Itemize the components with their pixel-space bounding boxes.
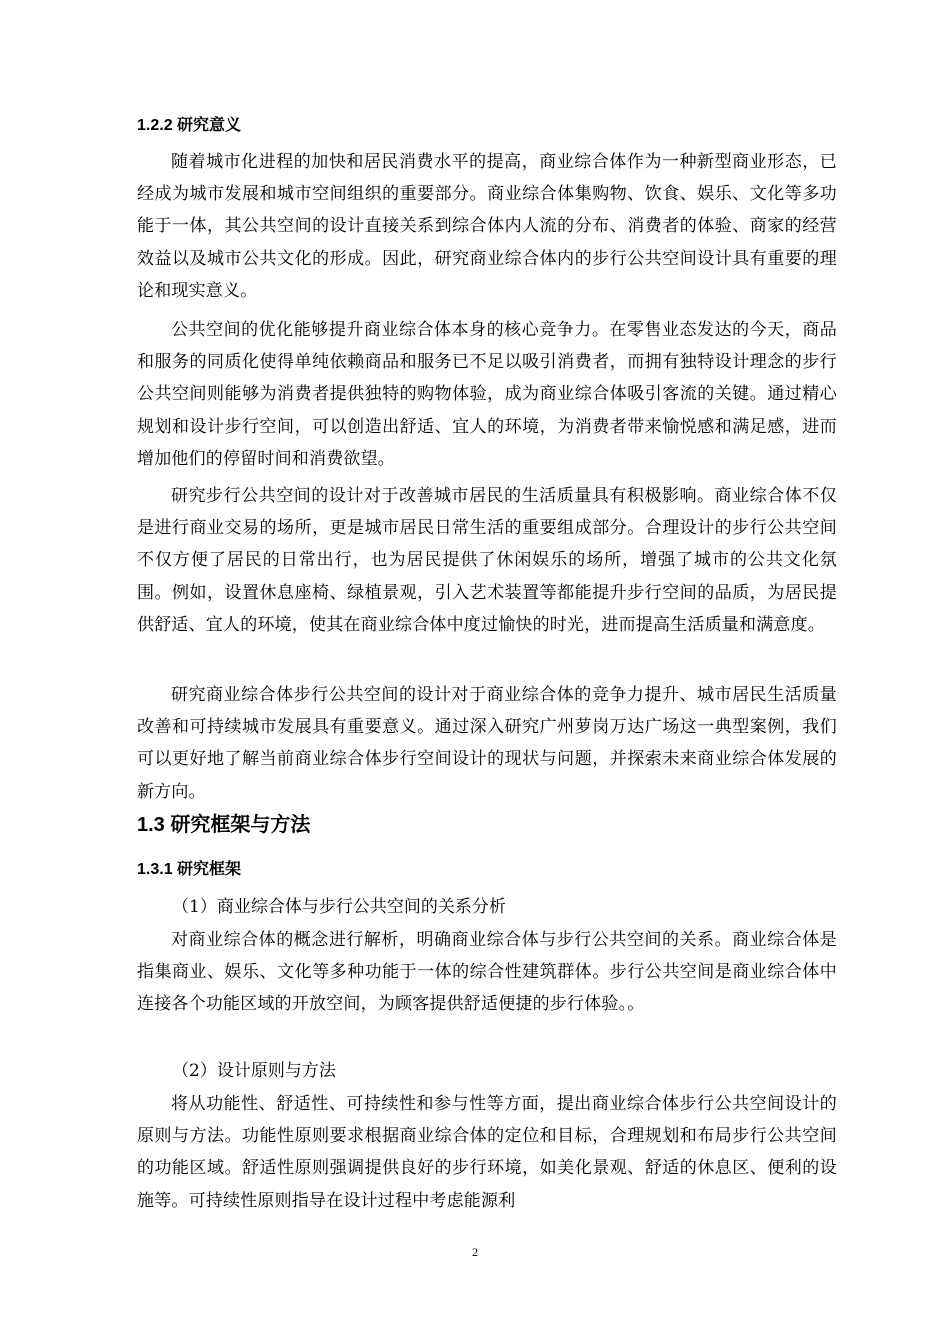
page-number: 2	[472, 1245, 478, 1259]
section-heading-1-3-1: 1.3.1 研究框架	[137, 861, 242, 878]
section-heading-1-3: 1.3 研究框架与方法	[137, 814, 311, 836]
paragraph-framework-1: 对商业综合体的概念进行解析，明确商业综合体与步行公共空间的关系。商业综合体是指集商业、娱乐、文化等多种功能于一体的综合性建筑群体。步行公共空间是商业综合体中连接各个功能区域的开放空间，为顾客提供舒适便捷的步行体验。。	[137, 930, 837, 1015]
paragraph-research-significance-3: 研究步行公共空间的设计对于改善城市居民的生活质量具有积极影响。商业综合体不仅是进行商业交易的场所，更是城市居民日常生活的重要组成部分。合理设计的步行公共空间不仅方便了居民的日常出行，也为居民提供了休闲娱乐的场所，增强了城市的公共文化氛围。例如，设置休息座椅、绿植景观，引入艺术装置等都能提升步行空间的品质，为居民提供舒适、宜人的环境，使其在商业综合体中度过愉快的时光，进而提高生活质量和满意度。	[137, 486, 837, 635]
framework-item-1: （1）商业综合体与步行公共空间的关系分析	[172, 897, 506, 917]
paragraph-framework-2: 将从功能性、舒适性、可持续性和参与性等方面，提出商业综合体步行公共空间设计的原则与方法。功能性原则要求根据商业综合体的定位和目标，合理规划和布局步行公共空间的功能区域。舒适性原则强调提供良好的步行环境，如美化景观、舒适的休息区、便利的设施等。可持续性原则指导在设计过程中考虑能源利	[137, 1094, 837, 1211]
section-heading-1-2-2: 1.2.2 研究意义	[137, 117, 242, 134]
paragraph-research-significance-4: 研究商业综合体步行公共空间的设计对于商业综合体的竞争力提升、城市居民生活质量改善和可持续城市发展具有重要意义。通过深入研究广州萝岗万达广场这一典型案例，我们可以更好地了解当前商业综合体步行空间设计的现状与问题，并探索未来商业综合体发展的新方向。	[137, 685, 837, 802]
paragraph-research-significance-1: 随着城市化进程的加快和居民消费水平的提高，商业综合体作为一种新型商业形态，已经成为城市发展和城市空间组织的重要部分。商业综合体集购物、饮食、娱乐、文化等多功能于一体，其公共空间的设计直接关系到综合体内人流的分布、消费者的体验、商家的经营效益以及城市公共文化的形成。因此，研究商业综合体内的步行公共空间设计具有重要的理论和现实意义。	[137, 152, 837, 301]
framework-item-2: （2）设计原则与方法	[172, 1061, 336, 1081]
paragraph-research-significance-2: 公共空间的优化能够提升商业综合体本身的核心竞争力。在零售业态发达的今天，商品和服务的同质化使得单纯依赖商品和服务已不足以吸引消费者，而拥有独特设计理念的步行公共空间则能够为消费者提供独特的购物体验，成为商业综合体吸引客流的关键。通过精心规划和设计步行空间，可以创造出舒适、宜人的环境，为消费者带来愉悦感和满足感，进而增加他们的停留时间和消费欲望。	[137, 320, 837, 469]
